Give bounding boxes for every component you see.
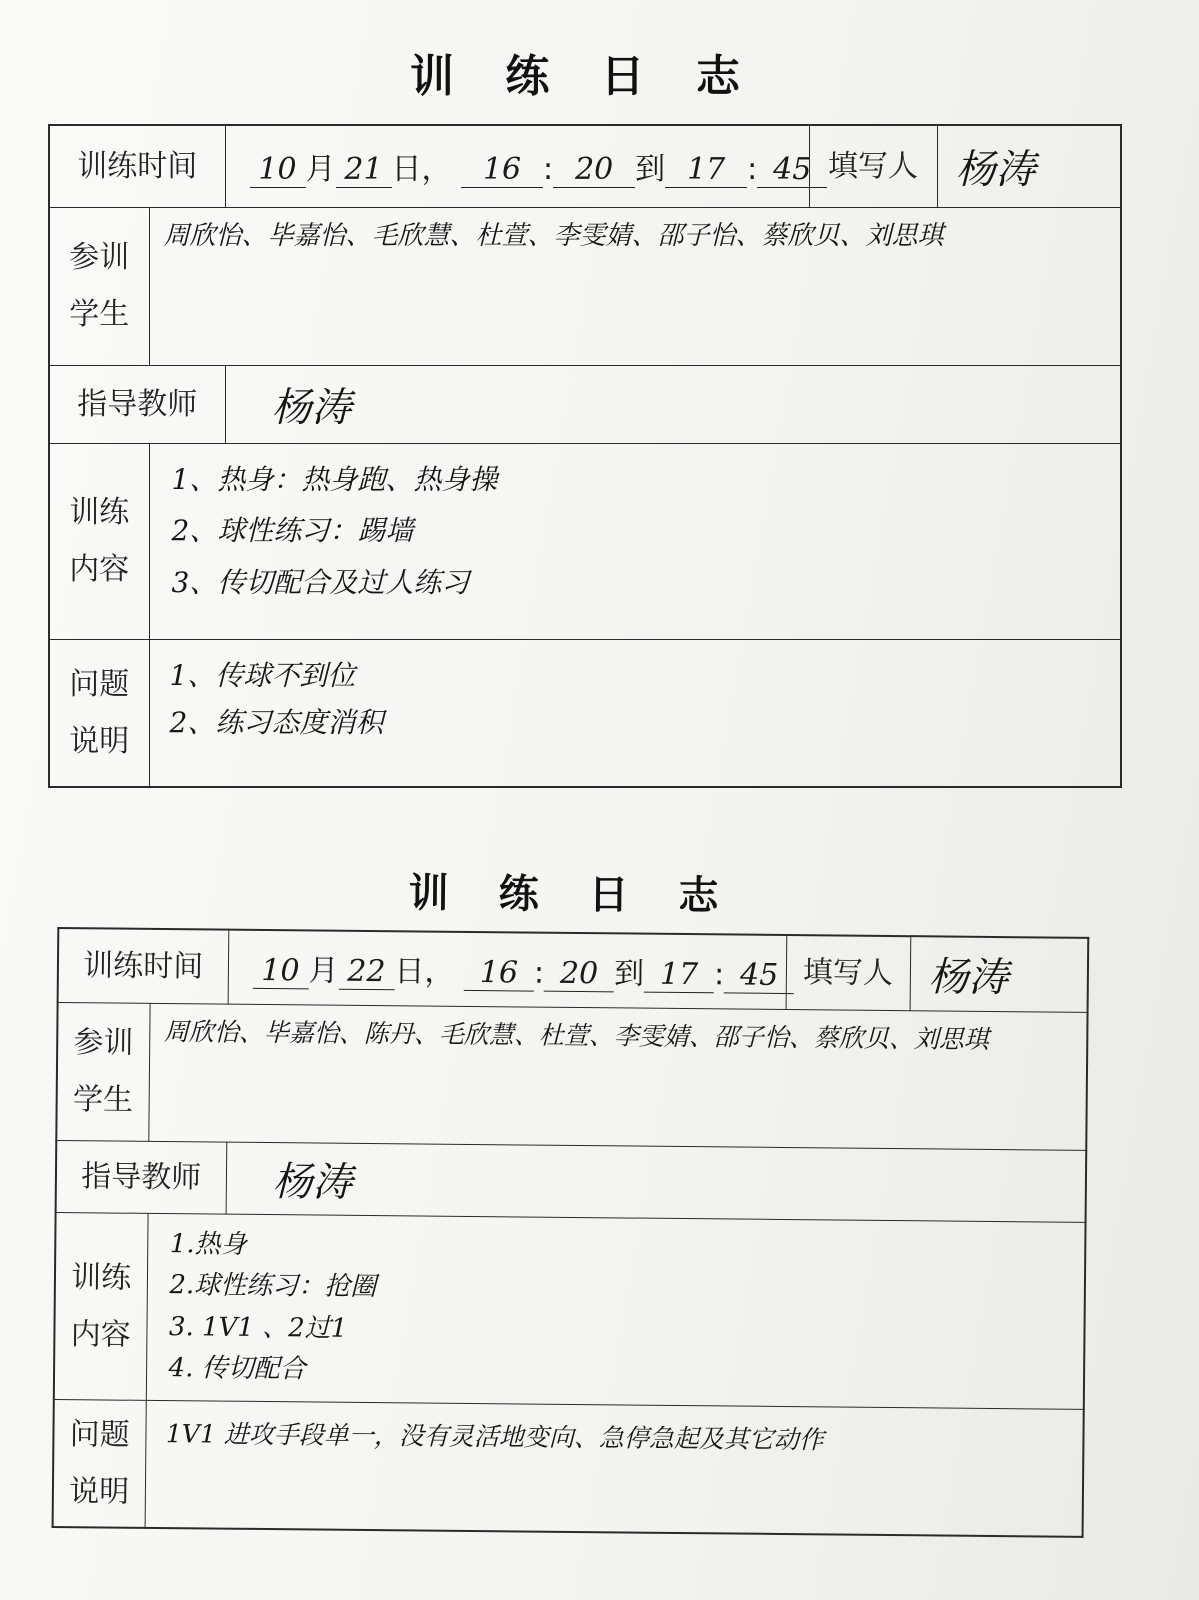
month-value: 10 <box>252 953 308 990</box>
content-item: 1、热身：热身跑、热身操 <box>171 462 498 496</box>
content-list <box>149 443 1121 639</box>
students-label: 参训学生 <box>56 1002 149 1141</box>
training-time: 10 月 21 日， 16 : 20 到 17 : 45 <box>225 125 809 207</box>
teacher-label: 指导教师 <box>56 1140 227 1214</box>
recorder-label: 填写人 <box>786 935 911 1010</box>
training-log-1 <box>48 40 1120 788</box>
teacher-label: 指导教师 <box>49 365 225 443</box>
content-item: 3. 1V1 、2过1 <box>168 1311 348 1344</box>
students-list: 周欣怡、毕嘉怡、陈丹、毛欣慧、杜萱、李雯婧、邵子怡、蔡欣贝、刘思琪 <box>148 1003 1087 1150</box>
problems-list <box>145 1400 1084 1537</box>
content-item: 2.球性练习：抢圈 <box>169 1270 377 1303</box>
content-item: 3、传切配合及过人练习 <box>171 566 470 600</box>
end-minute: 45 <box>724 958 794 995</box>
students-label: 参训学生 <box>49 207 149 365</box>
log-title: 训 练 日 志 <box>410 51 758 102</box>
start-minute: 20 <box>544 956 614 993</box>
end-hour: 17 <box>665 152 747 188</box>
problem-item: 1、传球不到位 <box>169 658 356 692</box>
problems-label: 问题说明 <box>53 1399 146 1528</box>
log-table <box>52 927 1090 1538</box>
content-item: 1.热身 <box>169 1228 247 1260</box>
recorder-label: 填写人 <box>809 125 937 207</box>
content-label: 训练内容 <box>49 443 149 639</box>
problems-label: 问题说明 <box>49 639 149 787</box>
training-time: 10 月 22 日， 16 : 20 到 17 : 45 <box>228 930 787 1009</box>
time-label: 训练时间 <box>49 125 225 207</box>
day-value: 22 <box>338 954 394 991</box>
end-minute: 45 <box>757 152 827 188</box>
start-hour: 16 <box>464 955 534 992</box>
end-hour: 17 <box>644 957 714 994</box>
day-value: 21 <box>336 152 392 188</box>
log-table <box>48 124 1122 788</box>
teacher-signature: 杨涛 <box>226 1142 1087 1222</box>
day-unit: 日， <box>394 954 455 991</box>
start-minute: 20 <box>553 152 635 188</box>
problem-item: 2、练习态度消积 <box>169 706 384 740</box>
month-unit: 月 <box>308 953 339 989</box>
recorder-signature: 杨涛 <box>910 936 1089 1012</box>
time-label: 训练时间 <box>58 928 229 1004</box>
content-list <box>146 1213 1086 1409</box>
month-value: 10 <box>250 152 306 188</box>
teacher-signature: 杨涛 <box>225 365 1121 443</box>
log-title: 训 练 日 志 <box>408 869 737 920</box>
to-label: 到 <box>635 152 666 188</box>
content-label: 训练内容 <box>54 1212 148 1400</box>
recorder-signature: 杨涛 <box>937 125 1121 207</box>
content-item: 4. 传切配合 <box>168 1353 306 1385</box>
problems-list <box>149 639 1121 787</box>
to-label: 到 <box>613 956 645 992</box>
problem-item: 1V1 进攻手段单一，没有灵活地变向、急停急起及其它动作 <box>165 1418 824 1455</box>
start-hour: 16 <box>461 152 543 188</box>
day-unit: 日， <box>391 152 452 188</box>
content-item: 2、球性练习：踢墙 <box>171 514 414 548</box>
training-log-2 <box>52 858 1088 1538</box>
students-list: 周欣怡、毕嘉怡、毛欣慧、杜萱、李雯婧、邵子怡、蔡欣贝、刘思琪 <box>149 207 1121 365</box>
month-unit: 月 <box>305 152 336 188</box>
